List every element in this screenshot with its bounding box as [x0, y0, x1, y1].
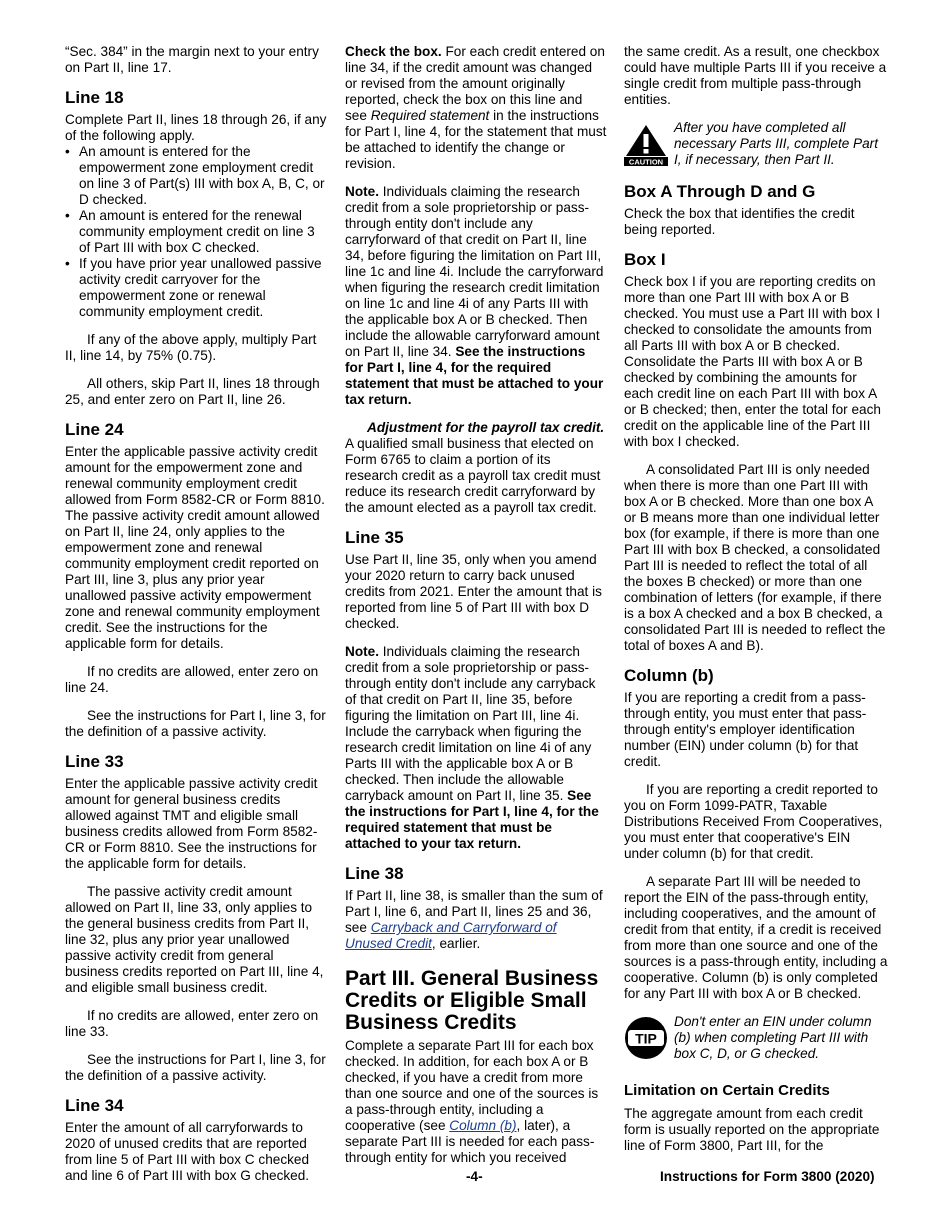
caution-note — [624, 120, 888, 170]
svg-text:TIP: TIP — [635, 1030, 657, 1047]
tip-text: Don't enter an EIN under column (b) when completing Part III with box C, D, or G checked. — [674, 1014, 872, 1061]
column-2 — [345, 44, 607, 1178]
boxad-para: Check the box that identifies the credit being reported. — [624, 206, 855, 237]
colb-para: If you are reporting a credit reported to you on Form 1099-PATR, Taxable Distributions Received From Cooperatives, you must enter that cooperative's EIN under column (b) for that credit. — [624, 782, 883, 861]
line18-bullet: • An amount is entered for the renewal community employment credit on line 3 of Part III with box C checked. — [65, 208, 315, 255]
line38-para: If Part II, line 38, is smaller than the sum of Part I, line 6, and Part II, lines 25 and 36, see Carryback and Carryforward of Unused Credit, earlier. — [345, 888, 603, 951]
column-3 — [624, 44, 888, 1166]
line24-heading: Line 24 — [65, 420, 124, 439]
line24-para: Enter the applicable passive activity credit amount for the empowerment zone and renewal community employment credit allowed from Form 8582-CR or Form 8810. The passive activity credit amount allowed on Part II, line 24, only applies to the empowerment zone and renewal community employment credit reported on Part III, line 3, plus any prior year unallowed passive activity empowerment zone and renewal community employment credit. See the instructions for the applicable form for details. — [65, 444, 325, 651]
part3-heading: Part III. General Business Credits or Eligible Small Business Credits — [345, 967, 599, 1034]
line18-bullet: • An amount is entered for the empowerment zone employment credit on line 3 of Part(s) III with box A, B, C, or D checked. — [65, 144, 325, 207]
checkbox-para: Check the box. For each credit entered on line 34, if the credit amount was changed or revised from the amount originally reported, check the box on this line and see Required statement in the instructions for Part I, line 4, for the statement that must be attached to identify the change or revision. — [345, 44, 607, 171]
line24-para: See the instructions for Part I, line 3, for the definition of a passive activity. — [65, 708, 326, 739]
page-number: -4- — [466, 1169, 483, 1184]
line33-para: If no credits are allowed, enter zero on line 33. — [65, 1008, 319, 1039]
limitation-para: The aggregate amount from each credit form is usually reported on the appropriate line of Form 3800, Part III, for the — [624, 1106, 880, 1153]
line33-para: Enter the applicable passive activity credit amount for general business credits allowed against TMT and eligible small business credits allowed from Form 8582-CR or Form 8810. See the instructions for the applicable form for details. — [65, 776, 318, 871]
line18-para: All others, skip Part II, lines 18 through 25, and enter zero on Part II, line 26. — [65, 376, 320, 407]
carryback-link[interactable]: Carryback and Carryforward of Unused Credit — [345, 920, 557, 951]
line24-para: If no credits are allowed, enter zero on line 24. — [65, 664, 319, 695]
colb-para: If you are reporting a credit from a pass-through entity, you must enter that pass-through entity's employer identification number (EIN) under column (b) for that credit. — [624, 690, 867, 769]
caution-text: After you have completed all necessary Parts III, complete Part I, if necessary, then Part II. — [674, 120, 878, 167]
part3-para: Complete a separate Part III for each box checked. In addition, for each box A or B checked, if you have a credit from more than one source and one of the sources is a pass-through entity, including a cooperative (see Column (b), later), a separate Part III is needed for each pass-through entity for which you received — [345, 1038, 599, 1165]
line33-heading: Line 33 — [65, 752, 124, 771]
colb-para: A separate Part III will be needed to report the EIN of the pass-through entity, including cooperatives, and the amount of credit from that entity, if a credit is received from more than one source and one of the sources is a pass-through entity, including a cooperative. Column (b) is only completed for any Part III with box A or B checked. — [624, 874, 888, 1001]
line34-para: Enter the amount of all carryforwards to 2020 of unused credits that are reported from line 5 of Part III with box C checked and line 6 of Part III with box G checked. — [65, 1120, 310, 1183]
column-b-link[interactable]: Column (b) — [449, 1118, 517, 1133]
caution-icon — [624, 122, 668, 170]
boxad-heading: Box A Through D and G — [624, 182, 816, 201]
boxi-heading: Box I — [624, 250, 666, 269]
col3-intro: the same credit. As a result, one checkbox could have multiple Parts III if you receive a single credit from multiple pass-through entities. — [624, 44, 887, 107]
line35-para: Use Part II, line 35, only when you amend your 2020 return to carry back unused credits from 2021. Enter the amount that is reported from line 5 of Part III with box D checked. — [345, 552, 602, 631]
line18-bullet: • If you have prior year unallowed passive activity credit carryover for the empowerment zone or renewal community employment credit. — [65, 256, 322, 319]
line35-heading: Line 35 — [345, 528, 404, 547]
col1-intro: “Sec. 384” in the margin next to your entry on Part II, line 17. — [65, 44, 319, 75]
boxi-para: A consolidated Part III is only needed when there is more than one Part III with box A or B checked. More than one box A or B means more than one individual letter box (for example, if there is more than one Part III with box B checked, a consolidated Part III is needed to reflect the total of all the boxes B checked) or more than one combination of letters (for example, if there is a box A checked and a box B checked, a consolidated Part III is needed to reflect the total of boxes A and B). — [624, 462, 886, 653]
note-para: Note. Individuals claiming the research credit from a sole proprietorship or pass-through entity don't include any carryforward of that credit on Part II, line 34, before figuring the limitation on Part III, line 1c and line 4i. Include the carryforward when figuring the research credit limitation on line 1c and line 4i of any Parts III with the applicable box A or B checked. Then include the allowable carryforward amount on Part II, line 34. See the instructions for Part I, line 4, for the required statement that must be attached to your tax return. — [345, 184, 604, 407]
tip-icon — [624, 1016, 668, 1064]
line33-para: See the instructions for Part I, line 3, for the definition of a passive activity. — [65, 1052, 326, 1083]
colb-heading: Column (b) — [624, 666, 714, 685]
payroll-para: Adjustment for the payroll tax credit. A qualified small business that elected on Form 6765 to claim a portion of its research credit as a payroll tax credit must reduce its research credit carryforward by the amount elected as a payroll tax credit. — [345, 420, 605, 515]
footer-title: Instructions for Form 3800 (2020) — [660, 1169, 875, 1184]
line38-heading: Line 38 — [345, 864, 404, 883]
column-1 — [65, 44, 329, 1196]
line34-heading: Line 34 — [65, 1096, 124, 1115]
line33-para: The passive activity credit amount allowed on Part II, line 33, only applies to the general business credits from Part II, line 32, plus any prior year unallowed passive activity credit from general business credits reported on Part III, line 4, and eligible small business credit. — [65, 884, 324, 995]
tip-note — [624, 1014, 888, 1064]
note-para: Note. Individuals claiming the research credit from a sole proprietorship or pass-through entity don't include any carryback of that credit on Part II, line 35, before figuring the limitation on Part III, line 4i. Include the carryback when figuring the research credit limitation on line 4i of any Parts III with the applicable box A or B checked. Then include the allowable carryback amount on Part II, line 35. See the instructions for Part I, line 4, for the required statement that must be attached to your tax return. — [345, 644, 599, 851]
line18-heading: Line 18 — [65, 88, 124, 107]
line18-para: If any of the above apply, multiply Part II, line 14, by 75% (0.75). — [65, 332, 317, 363]
line18-intro: Complete Part II, lines 18 through 26, if any of the following apply. — [65, 112, 327, 143]
svg-text:CAUTION: CAUTION — [628, 157, 664, 166]
limitation-heading: Limitation on Certain Credits — [624, 1082, 830, 1099]
boxi-para: Check box I if you are reporting credits on more than one Part III with box A or B checked. You must use a Part III with box I checked to consolidate the amounts from all Parts III with box A or B checked. Consolidate the Parts III with box A or B checked by combining the amounts for each credit line on each Part III with box A or B checked; then, enter the total for each credit on the applicable line of the Part III with box I checked. — [624, 274, 881, 449]
